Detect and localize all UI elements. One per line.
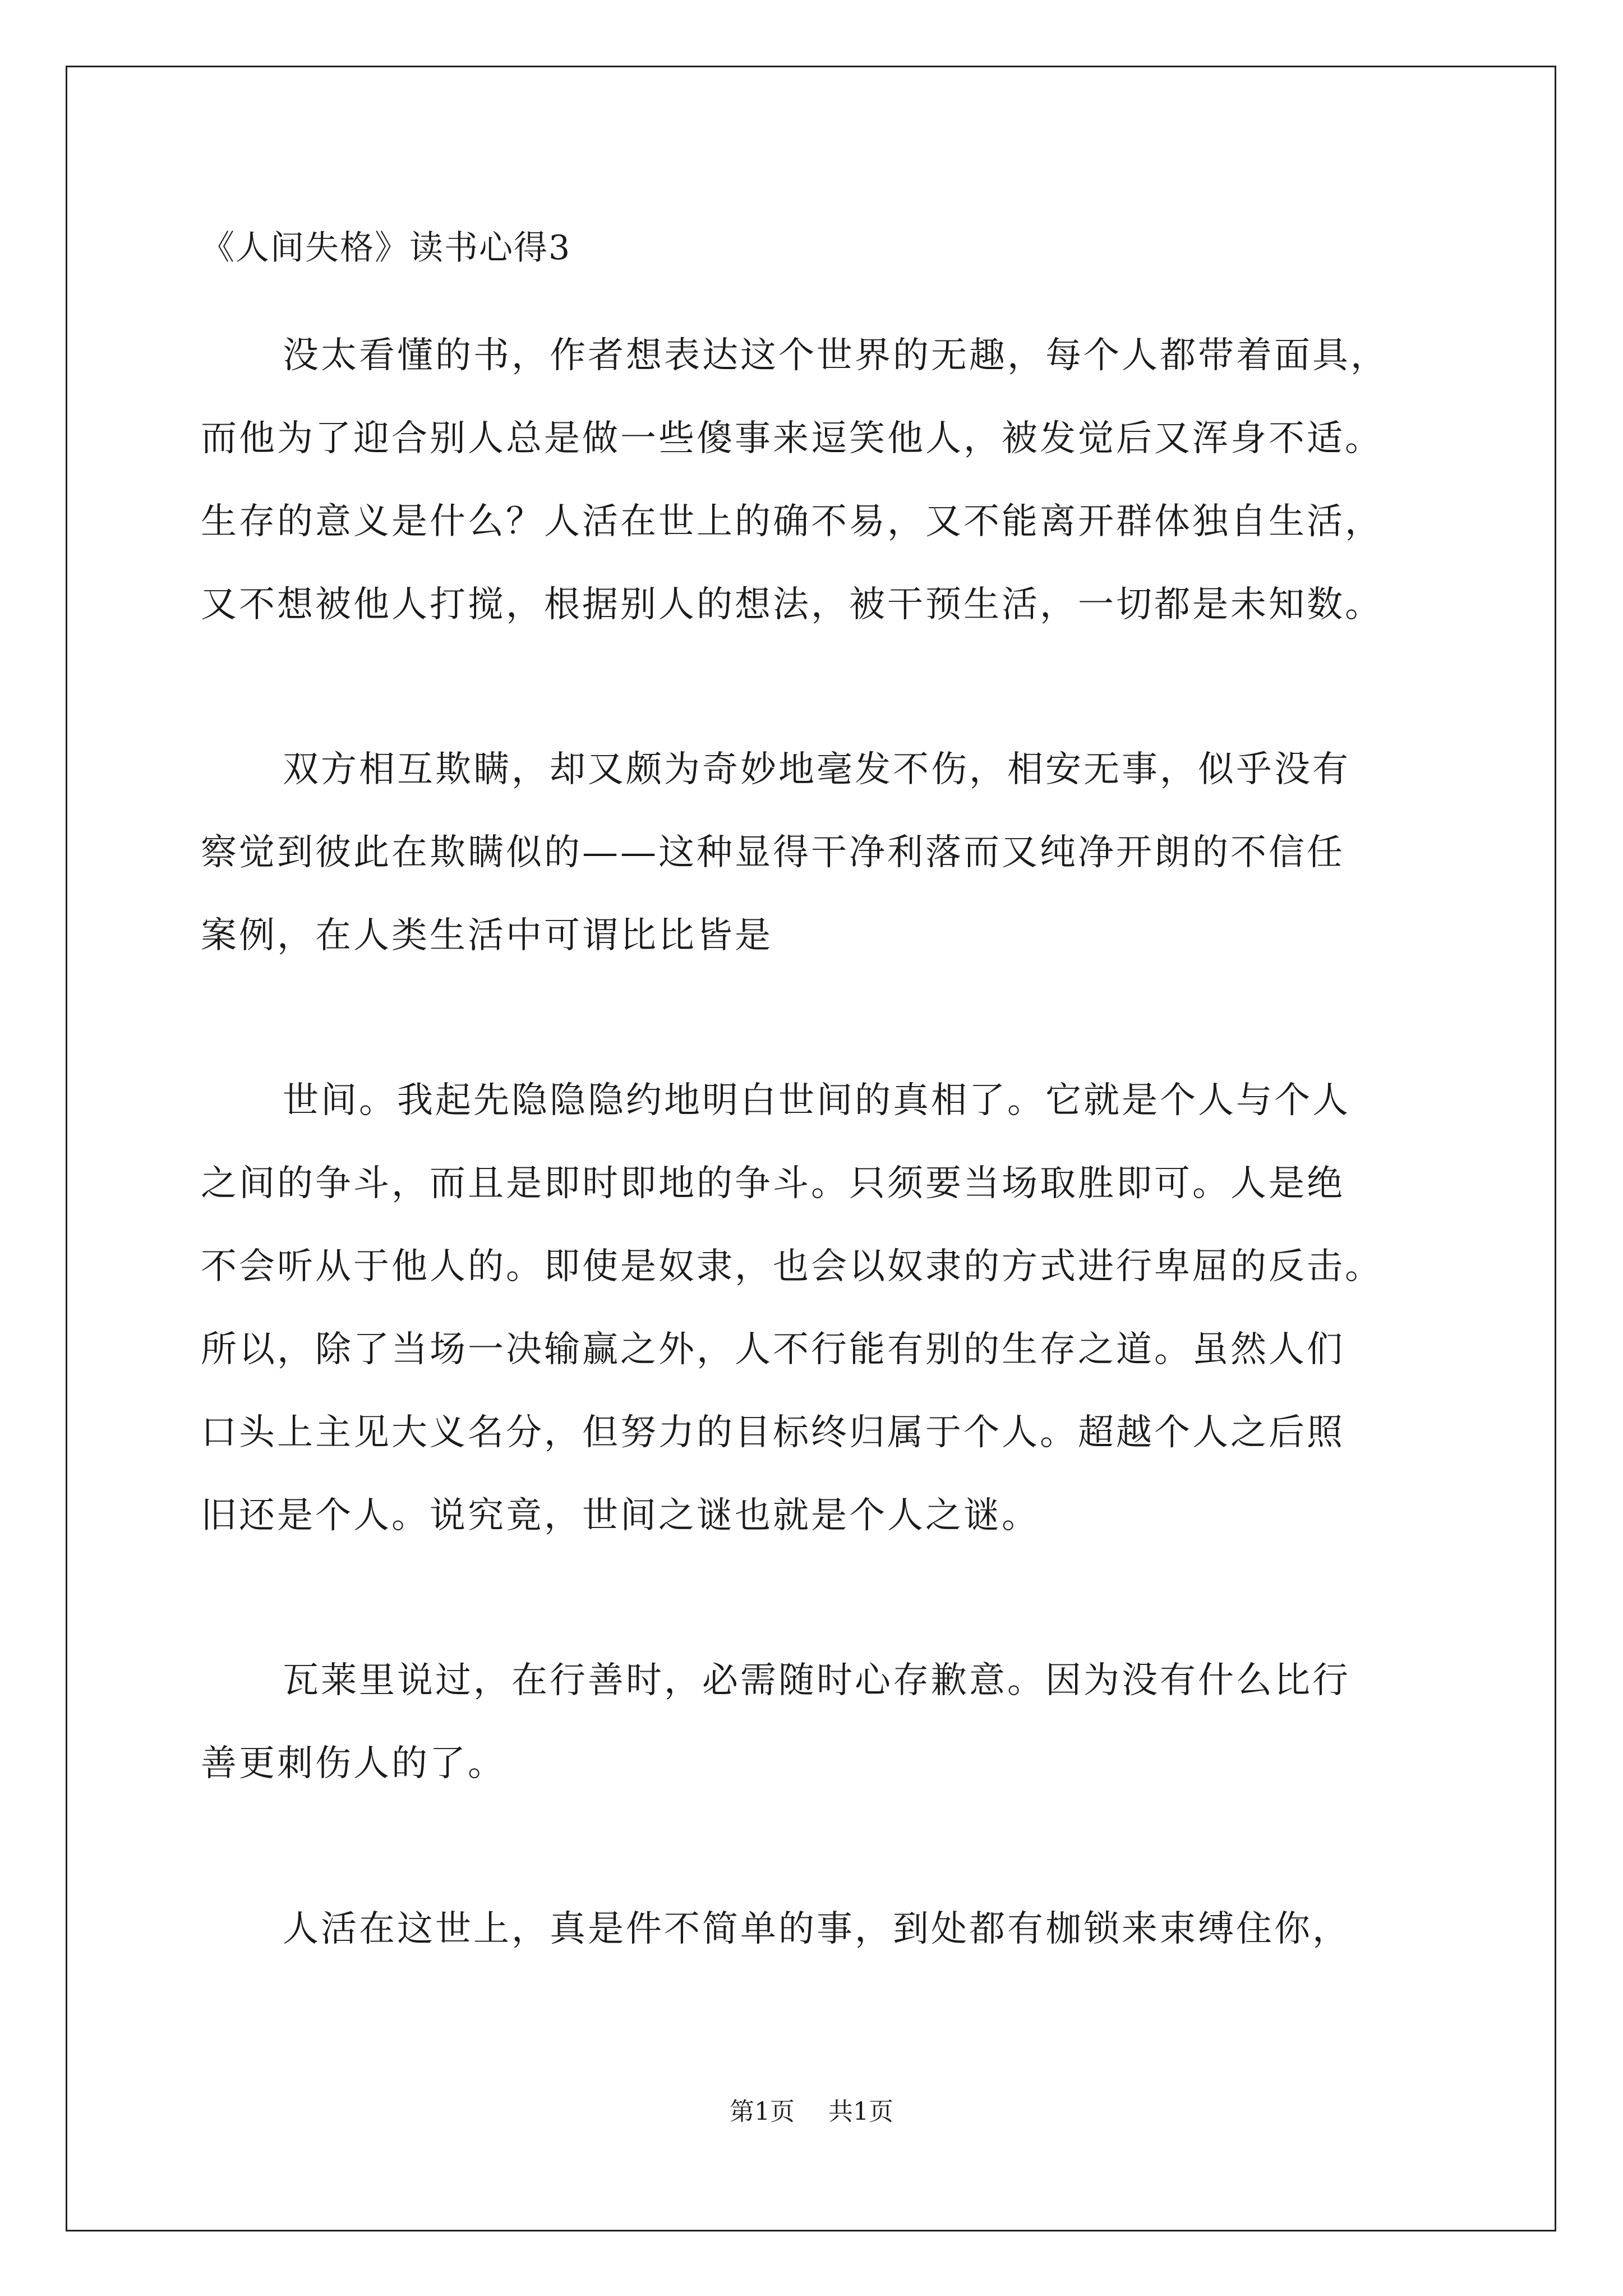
text-line: 察觉到彼此在欺瞒似的——这种显得干净利落而又纯净开朗的不信任: [201, 832, 1345, 873]
document-title: 《人间失格》读书心得3: [201, 228, 571, 268]
text-line: 生存的意义是什么？人活在世上的确不易，又不能离开群体独自生活，: [201, 501, 1383, 542]
text-line: 案例，在人类生活中可谓比比皆是: [201, 915, 773, 956]
text-line: 而他为了迎合别人总是做一些傻事来逗笑他人，被发觉后又浑身不适。: [201, 418, 1383, 459]
text-line: 旧还是个人。说究竟，世间之谜也就是个人之谜。: [201, 1495, 1040, 1536]
page-number: 第1页: [730, 2097, 795, 2126]
text-line: 之间的争斗，而且是即时即地的争斗。只须要当场取胜即可。人是绝: [201, 1163, 1345, 1204]
page-total: 共1页: [828, 2097, 893, 2126]
page-footer: [0, 2095, 1623, 2129]
text-line: 人活在这世上，真是件不简单的事，到处都有枷锁来束缚住你，: [283, 1908, 1350, 1950]
text-line: 瓦莱里说过，在行善时，必需随时心存歉意。因为没有什么比行: [283, 1660, 1350, 1701]
text-line: 善更刺伤人的了。: [201, 1743, 506, 1784]
text-line: 所以，除了当场一决输赢之外，人不行能有别的生存之道。虽然人们: [201, 1329, 1345, 1370]
text-line: 口头上主见大义名分，但努力的目标终归属于个人。超越个人之后照: [201, 1412, 1345, 1453]
text-line: 世间。我起先隐隐隐约地明白世间的真相了。它就是个人与个人: [283, 1080, 1350, 1121]
text-line: 双方相互欺瞒，却又颇为奇妙地毫发不伤，相安无事，似乎没有: [283, 749, 1350, 790]
text-line: 又不想被他人打搅，根据别人的想法，被干预生活，一切都是未知数。: [201, 584, 1383, 625]
text-line: 不会听从于他人的。即使是奴隶，也会以奴隶的方式进行卑屈的反击。: [201, 1246, 1383, 1287]
text-line: 没太看懂的书，作者想表达这个世界的无趣，每个人都带着面具，: [283, 335, 1389, 376]
